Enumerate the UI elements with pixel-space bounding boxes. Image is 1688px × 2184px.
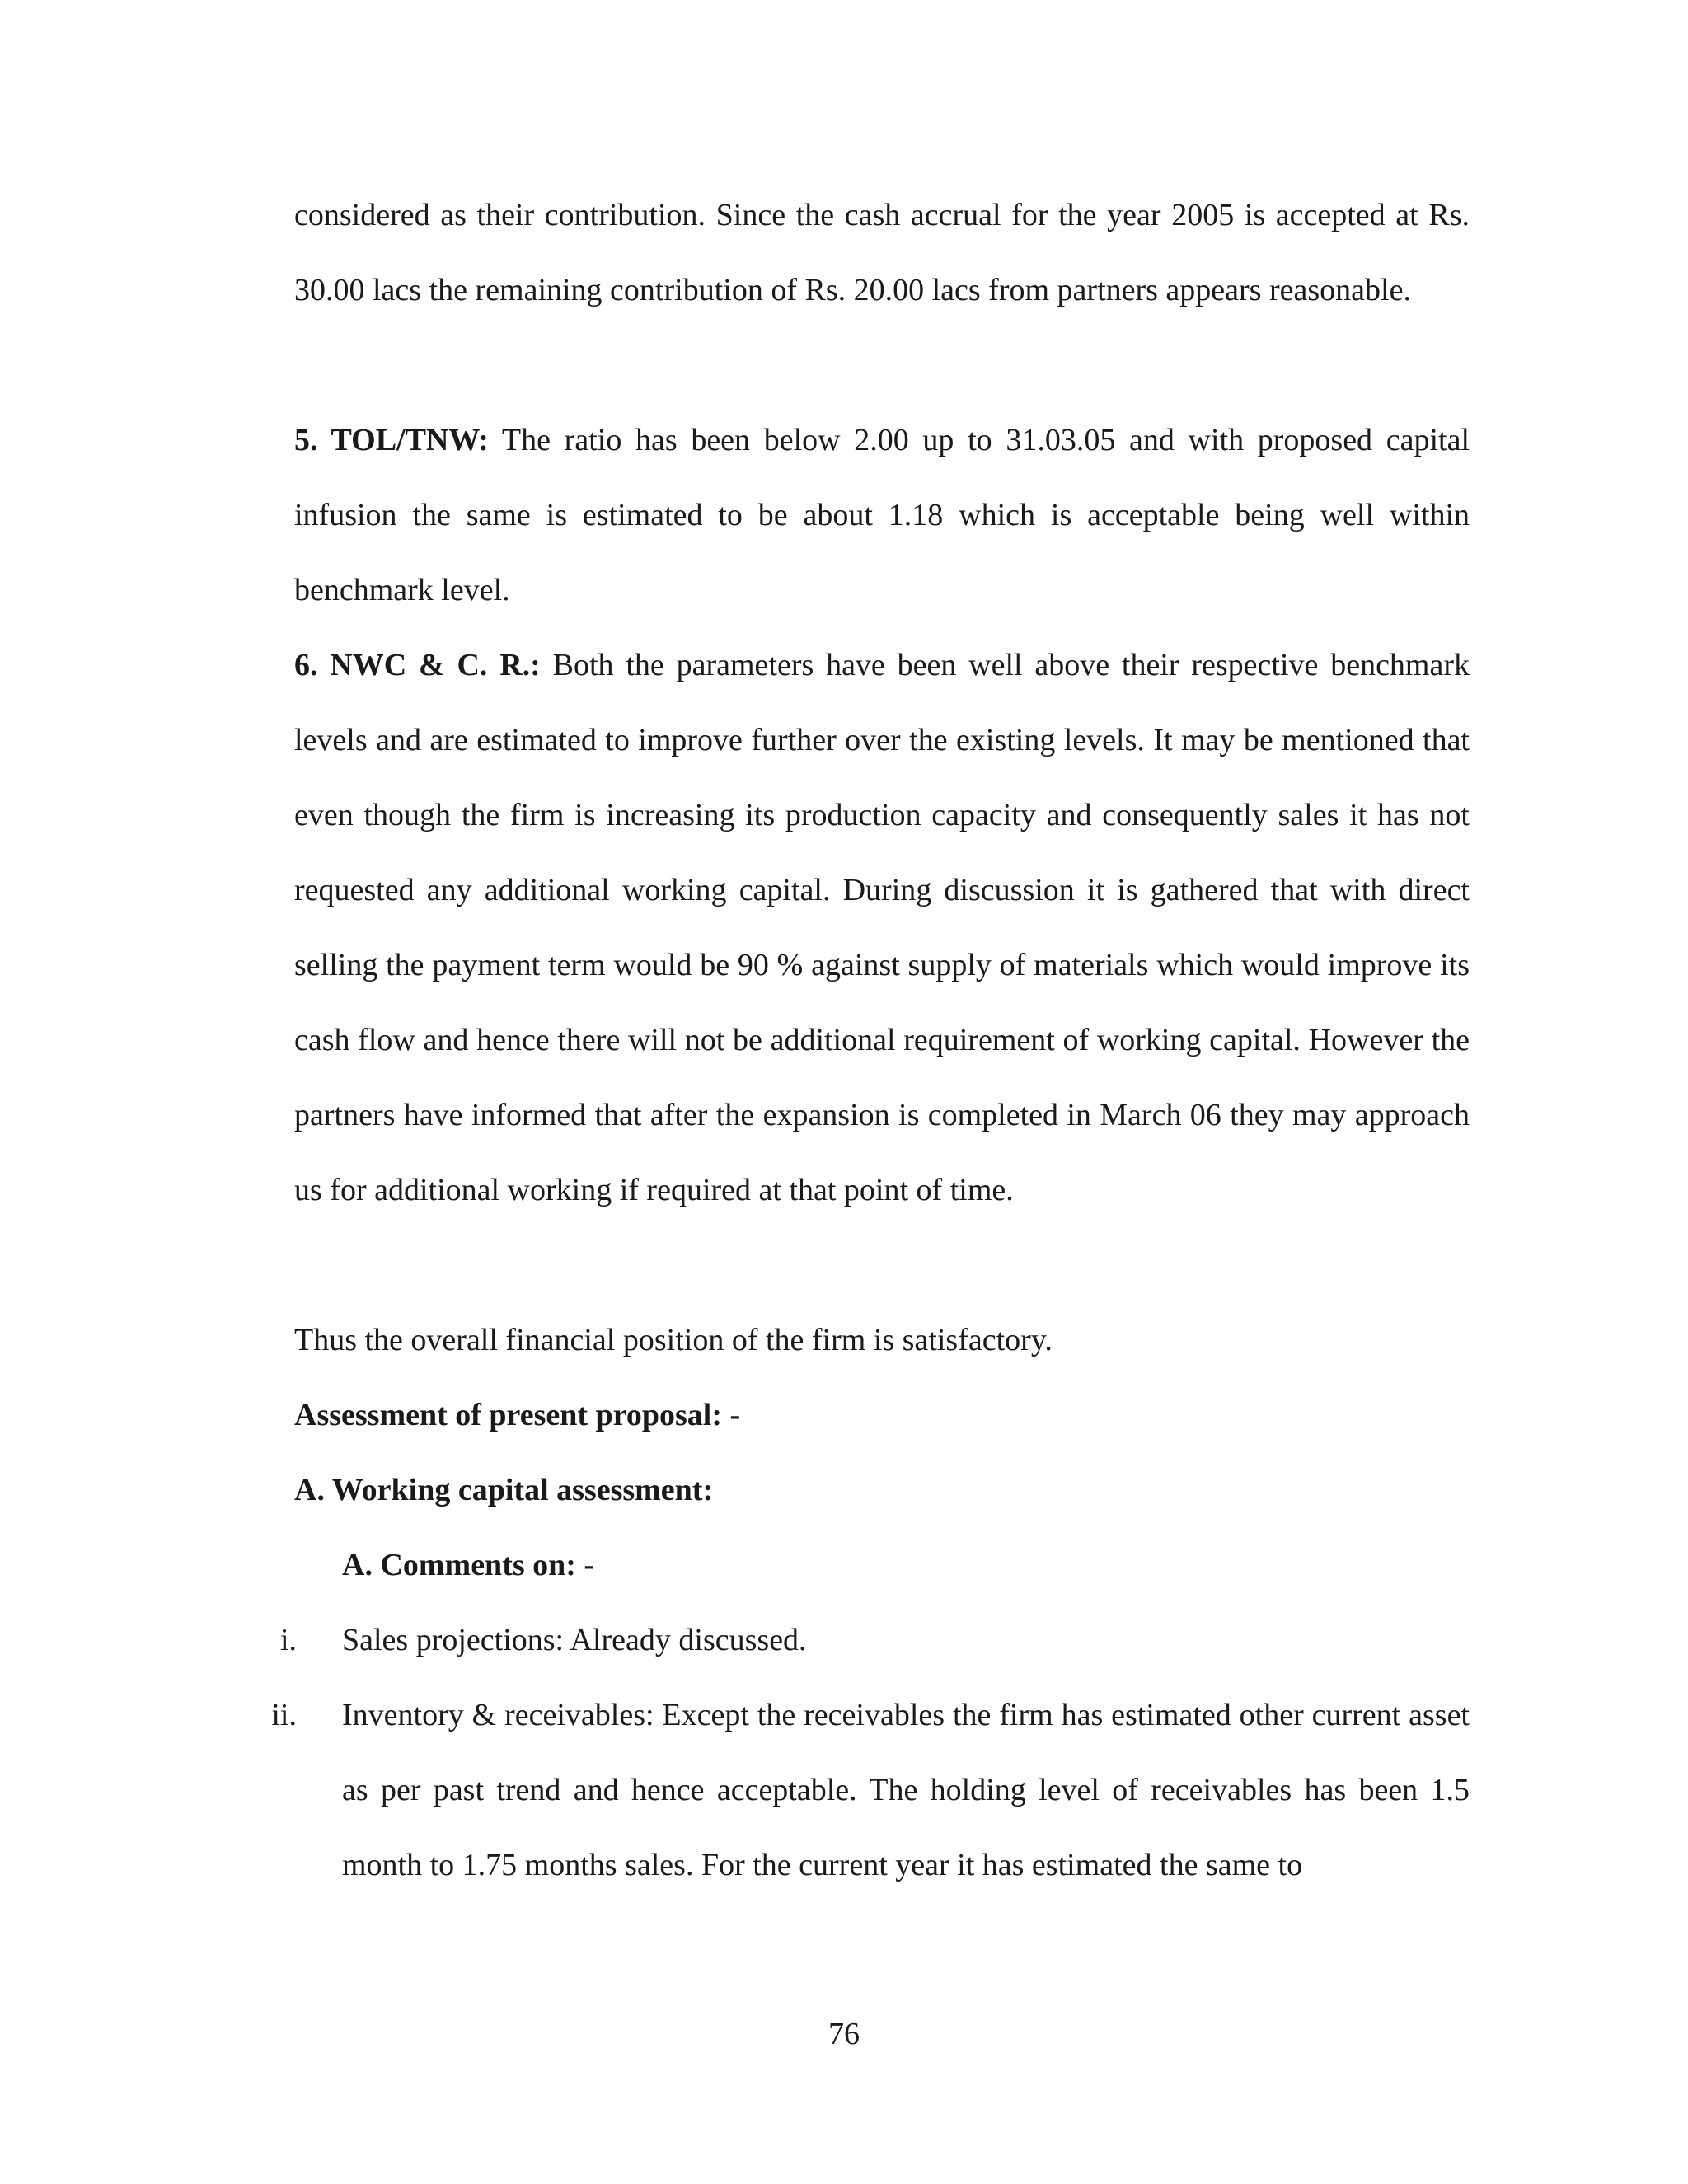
list-marker: ii. xyxy=(271,1698,297,1732)
heading-working-capital: A. Working capital assessment: xyxy=(294,1473,714,1507)
list-text: Sales projections: Already discussed. xyxy=(342,1623,807,1657)
comments-list xyxy=(247,1603,1470,1903)
paragraph-text: The ratio has been below 2.00 up to 31.03.05 and with proposed capital infusion the same is estimated to be about 1.18 which is acceptable being well within benchmark level. xyxy=(294,423,1470,607)
section-label: 5. TOL/TNW: xyxy=(294,423,489,457)
paragraph-tol-tnw xyxy=(294,403,1470,628)
heading-comments: A. Comments on: - xyxy=(342,1548,595,1582)
list-item xyxy=(247,1678,1470,1903)
paragraph-body xyxy=(294,403,1470,628)
paragraph-text: Both the parameters have been well above their respective benchmark levels and are estimated to improve further over the existing levels. It may be mentioned that even though the firm is increasing its production capacity and consequently sales it has not requested any additional working capital. During discussion it is gathered that with direct selling the payment term would be 90 % against supply of materials which would improve its cash flow and hence there will not be additional requirement of working capital. However the partners have informed that after the expansion is completed in March 06 they may approach us for additional working if required at that point of time. xyxy=(294,648,1470,1207)
paragraph-summary xyxy=(294,1303,1470,1378)
paragraph-contribution xyxy=(294,178,1470,328)
heading-assessment: Assessment of present proposal: - xyxy=(294,1398,741,1432)
paragraph-nwc-cr xyxy=(294,628,1470,1228)
list-item xyxy=(247,1603,1470,1678)
paragraph-text: Thus the overall financial position of the firm is satisfactory. xyxy=(294,1323,1053,1357)
list-marker: i. xyxy=(279,1623,297,1657)
section-label: 6. NWC & C. R.: xyxy=(294,648,541,682)
page-number: 76 xyxy=(828,2017,860,2051)
list-text: Inventory & receivables: Except the receivables the firm has estimated other current asset as per past trend and hence acceptable. The holding level of receivables has been 1.5 month to 1.75 months sales. For the current year it has estimated the same to xyxy=(342,1698,1470,1882)
paragraph-body xyxy=(294,628,1470,1228)
paragraph-text: considered as their contribution. Since the cash accrual for the year 2005 is accepted at Rs. 30.00 lacs the remaining contribution of Rs. 20.00 lacs from partners appears reasonable. xyxy=(294,198,1470,307)
